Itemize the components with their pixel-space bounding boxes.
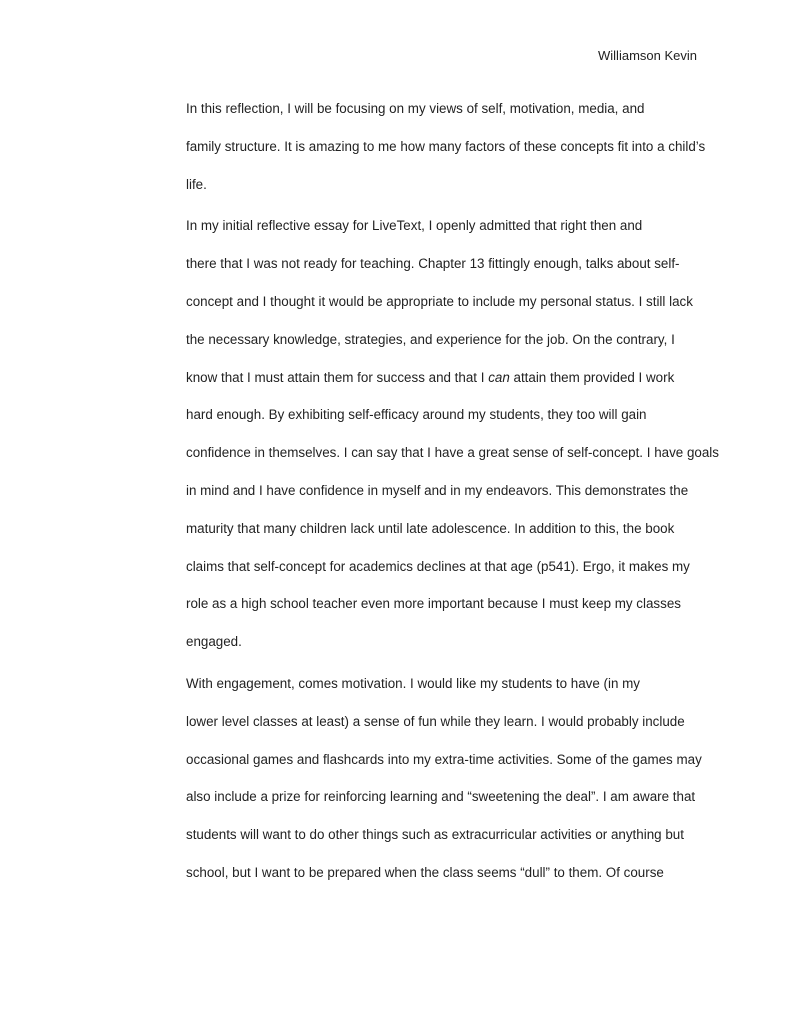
text-line: students will want to do other things such as extracurricular activities or anything but xyxy=(186,827,684,843)
text-line: role as a high school teacher even more important because I must keep my classes xyxy=(186,596,681,612)
text-line: engaged. xyxy=(186,634,242,650)
text-line: confidence in themselves. I can say that I have a great sense of self-concept. I have goals xyxy=(186,445,719,461)
text-line: claims that self-concept for academics declines at that age (p541). Ergo, it makes my xyxy=(186,558,690,574)
text-line: the necessary knowledge, strategies, and experience for the job. On the contrary, I xyxy=(186,331,675,347)
text-line: In this reflection, I will be focusing on my views of self, motivation, media, and xyxy=(186,101,645,116)
essay-body xyxy=(139,90,719,896)
text-line: school, but I want to be prepared when the class seems “dull” to them. Of course xyxy=(186,864,664,880)
text-line-with-emphasis xyxy=(139,359,709,397)
text-line: occasional games and flashcards into my extra-time activities. Some of the games may xyxy=(186,751,702,767)
text-segment: attain them provided I work xyxy=(509,369,675,385)
text-line: in mind and I have confidence in myself and in my endeavors. This demonstrates the xyxy=(186,482,689,498)
paragraph-2 xyxy=(139,207,719,661)
text-line: concept and I thought it would be appropriate to include my personal status. I still lack xyxy=(186,293,693,309)
text-line: maturity that many children lack until late adolescence. In addition to this, the book xyxy=(186,520,675,536)
page-header-author: Williamson Kevin xyxy=(598,48,697,63)
text-line: family structure. It is amazing to me how many factors of these concepts fit into a child’s xyxy=(186,138,706,154)
text-line: also include a prize for reinforcing learning and “sweetening the deal”. I am aware that xyxy=(186,789,696,805)
paragraph-1 xyxy=(139,90,709,203)
text-line: hard enough. By exhibiting self-efficacy around my students, they too will gain xyxy=(186,407,647,423)
text-segment: know that I must attain them for success and that I xyxy=(186,369,489,385)
text-line: With engagement, comes motivation. I would like my students to have (in my xyxy=(186,675,640,691)
text-line: In my initial reflective essay for LiveText, I openly admitted that right then and xyxy=(186,218,643,234)
paragraph-3 xyxy=(139,665,709,892)
emphasized-word: can xyxy=(488,369,510,385)
text-line: life. xyxy=(186,176,207,192)
text-line: there that I was not ready for teaching. Chapter 13 fittingly enough, talks about self- xyxy=(186,256,680,272)
text-line: lower level classes at least) a sense of fun while they learn. I would probably include xyxy=(186,713,685,729)
